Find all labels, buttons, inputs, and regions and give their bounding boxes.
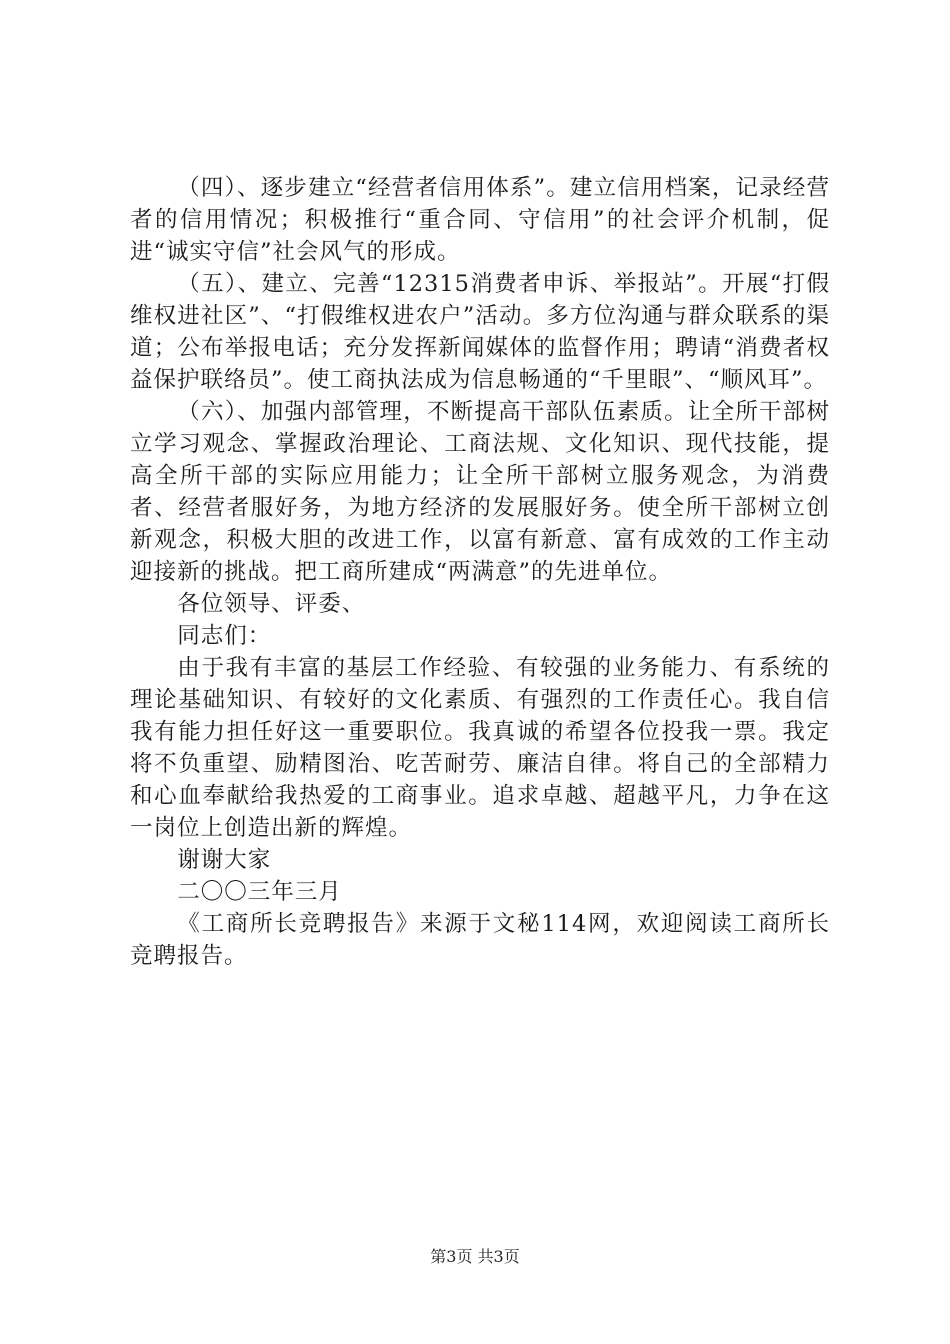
paragraph-credit-system: （四）、逐步建立“经营者信用体系”。建立信用档案，记录经营者的信用情况；积极推行“重合同、守信用”的社会评介机制，促进“诚实守信”社会风气的形成。 <box>130 175 830 265</box>
document-body <box>130 172 830 972</box>
closing-date: 二〇〇三年三月 <box>177 879 342 905</box>
page-number-footer: 第3页 共3页 <box>430 1247 520 1266</box>
salutation-comrades: 同志们： <box>177 623 272 649</box>
paragraph-self-statement: 由于我有丰富的基层工作经验、有较强的业务能力、有系统的理论基础知识、有较好的文化素质、有强烈的工作责任心。我自信我有能力担任好这一重要职位。我真诚的希望各位投我一票。我定将不负重望、励精图治、吃苦耐劳、廉洁自律。将自己的全部精力和心血奉献给我热爱的工商事业。追求卓越、超越平凡，力争在这一岗位上创造出新的辉煌。 <box>130 655 830 841</box>
salutation-leaders: 各位领导、评委、 <box>177 591 366 617</box>
paragraph-internal-management: （六）、加强内部管理，不断提高干部队伍素质。让全所干部树立学习观念、掌握政治理论、工商法规、文化知识、现代技能，提高全所干部的实际应用能力；让全所干部树立服务观念，为消费者、经营者服好务，为地方经济的发展服好务。使全所干部树立创新观念，积极大胆的改进工作，以富有新意、富有成效的工作主动迎接新的挑战。把工商所建成“两满意”的先进单位。 <box>130 399 830 585</box>
paragraph-complaint-station: （五）、建立、完善“12315消费者申诉、举报站”。开展“打假维权进社区”、“打假维权进农户”活动。多方位沟通与群众联系的渠道；公布举报电话；充分发挥新闻媒体的监督作用；聘请“消费者权益保护联络员”。使工商执法成为信息畅通的“千里眼”、“顺风耳”。 <box>130 271 830 393</box>
closing-thanks: 谢谢大家 <box>177 847 272 873</box>
source-note: 《工商所长竞聘报告》来源于文秘114网，欢迎阅读工商所长竞聘报告。 <box>130 911 830 969</box>
